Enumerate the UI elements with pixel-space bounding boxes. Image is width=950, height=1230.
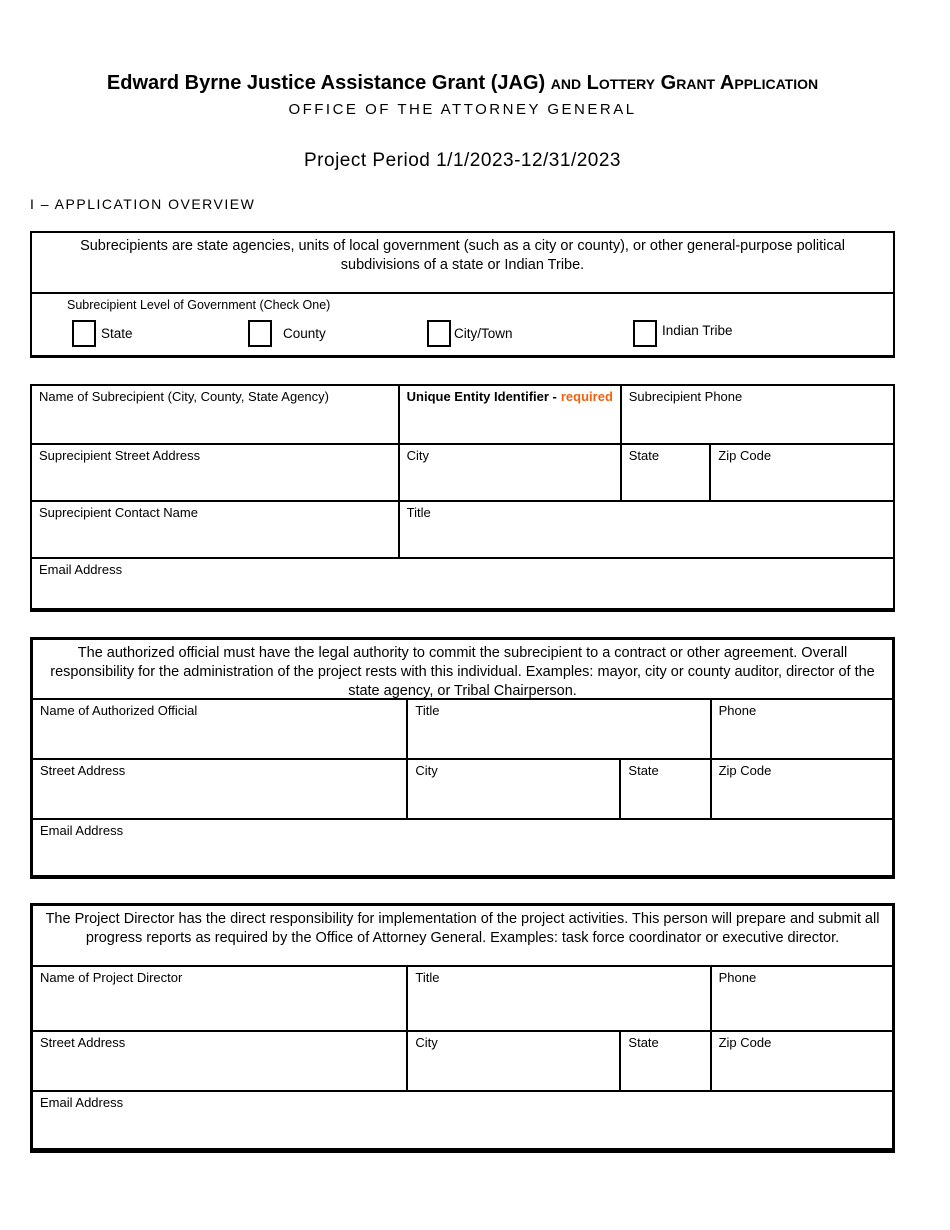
subrecipient-zip-label: Zip Code: [718, 448, 772, 463]
level-of-government-options: [32, 318, 893, 352]
director-phone-label: Phone: [718, 970, 757, 985]
subrecipient-instructions: Subrecipients are state agencies, units of local government (such as a city or county), or other general-purpose political subdivisions of a state or Indian Tribe.: [80, 238, 845, 273]
official-city-label: City: [415, 763, 438, 778]
subrecipient-name-label: Name of Subrecipient (City, County, State Agency): [39, 389, 329, 404]
uei-field[interactable]: [400, 386, 622, 443]
indian-tribe-checkbox[interactable]: [633, 320, 657, 347]
authorized-official-instructions: The authorized official must have the legal authority to commit the subrecipient to a contract or other agreement. Overall responsibility for the administration of the project rests with this individual. Examples: mayor, city or county auditor, director of the state agency, or Tribal Chairperson.: [33, 640, 892, 700]
state-checkbox[interactable]: [72, 320, 96, 347]
option-county: [248, 318, 326, 348]
official-state-label: State: [628, 763, 659, 778]
director-zip-label: Zip Code: [718, 1035, 772, 1050]
project-period-text: Project Period 1/1/2023-12/31/2023: [304, 150, 621, 171]
official-name-field[interactable]: [33, 700, 408, 758]
project-director-table: [30, 903, 895, 1153]
subrecipient-state-field[interactable]: [622, 445, 712, 500]
subrecipient-overview-box: [30, 231, 895, 358]
director-name-field[interactable]: [33, 967, 408, 1030]
page-title-main: Edward Byrne Justice Assistance Grant (JAG): [106, 72, 551, 94]
page-title: [30, 72, 895, 95]
official-zip-label: Zip Code: [718, 763, 772, 778]
option-city-town: [427, 318, 513, 348]
subrecipient-city-label: City: [406, 448, 430, 463]
official-email-label: Email Address: [40, 823, 124, 838]
subrecipient-phone-field[interactable]: [622, 386, 893, 443]
indian-tribe-checkbox-label: Indian Tribe: [662, 322, 733, 338]
county-checkbox-label: County: [283, 325, 326, 341]
director-city-field[interactable]: [408, 1032, 621, 1090]
subrecipient-state-label: State: [628, 448, 660, 463]
level-of-government-label: Subrecipient Level of Government (Check One): [67, 298, 331, 312]
page-subtitle: OFFICE OF THE ATTORNEY GENERAL: [288, 101, 637, 118]
option-state: [72, 318, 133, 348]
city-town-checkbox[interactable]: [427, 320, 451, 347]
official-zip-field[interactable]: [712, 760, 892, 818]
subrecipient-street-label: Suprecipient Street Address: [39, 448, 201, 463]
official-phone-field[interactable]: [712, 700, 892, 758]
uei-required-indicator: required: [560, 389, 613, 404]
official-name-label: Name of Authorized Official: [40, 703, 198, 718]
subrecipient-title-field[interactable]: [400, 502, 893, 557]
authorized-official-table: [30, 637, 895, 879]
director-street-label: Street Address: [40, 1035, 126, 1050]
subrecipient-name-field[interactable]: [32, 386, 400, 443]
state-checkbox-label: State: [101, 325, 133, 341]
director-title-field[interactable]: [408, 967, 711, 1030]
page-title-smallcaps: and Lottery Grant Application: [550, 72, 819, 94]
official-email-field[interactable]: [33, 820, 892, 875]
director-title-label: Title: [415, 970, 440, 985]
subrecipient-email-label: Email Address: [39, 562, 123, 577]
director-email-label: Email Address: [40, 1095, 124, 1110]
subrecipient-city-field[interactable]: [400, 445, 622, 500]
official-title-field[interactable]: [408, 700, 711, 758]
subrecipient-zip-field[interactable]: [711, 445, 893, 500]
county-checkbox[interactable]: [248, 320, 272, 347]
director-street-field[interactable]: [33, 1032, 408, 1090]
official-state-field[interactable]: [621, 760, 711, 818]
director-name-label: Name of Project Director: [40, 970, 183, 985]
director-email-field[interactable]: [33, 1092, 892, 1148]
director-zip-field[interactable]: [712, 1032, 892, 1090]
uei-label: Unique Entity Identifier -: [406, 389, 557, 404]
director-state-field[interactable]: [621, 1032, 711, 1090]
option-indian-tribe: [633, 318, 733, 348]
subrecipient-contact-field[interactable]: [32, 502, 400, 557]
director-phone-field[interactable]: [712, 967, 892, 1030]
official-phone-label: Phone: [718, 703, 757, 718]
official-street-label: Street Address: [40, 763, 126, 778]
subrecipient-contact-label: Suprecipient Contact Name: [39, 505, 198, 520]
director-state-label: State: [628, 1035, 659, 1050]
official-title-label: Title: [415, 703, 440, 718]
project-director-instructions: The Project Director has the direct responsibility for implementation of the project activities. This person will prepare and submit all progress reports as required by the Office of Attorney General. Examples: task force coordinator or executive director.: [33, 906, 892, 967]
official-city-field[interactable]: [408, 760, 621, 818]
official-street-field[interactable]: [33, 760, 408, 818]
subrecipient-phone-label: Subrecipient Phone: [628, 389, 743, 404]
section-heading-application-overview: I – APPLICATION OVERVIEW: [30, 196, 256, 212]
level-of-government-section: [32, 292, 893, 355]
city-town-checkbox-label: City/Town: [454, 325, 513, 341]
subrecipient-info-table: [30, 384, 895, 612]
subrecipient-title-label: Title: [406, 505, 431, 520]
subrecipient-street-field[interactable]: [32, 445, 400, 500]
subrecipient-email-field[interactable]: [32, 559, 893, 608]
director-city-label: City: [415, 1035, 438, 1050]
